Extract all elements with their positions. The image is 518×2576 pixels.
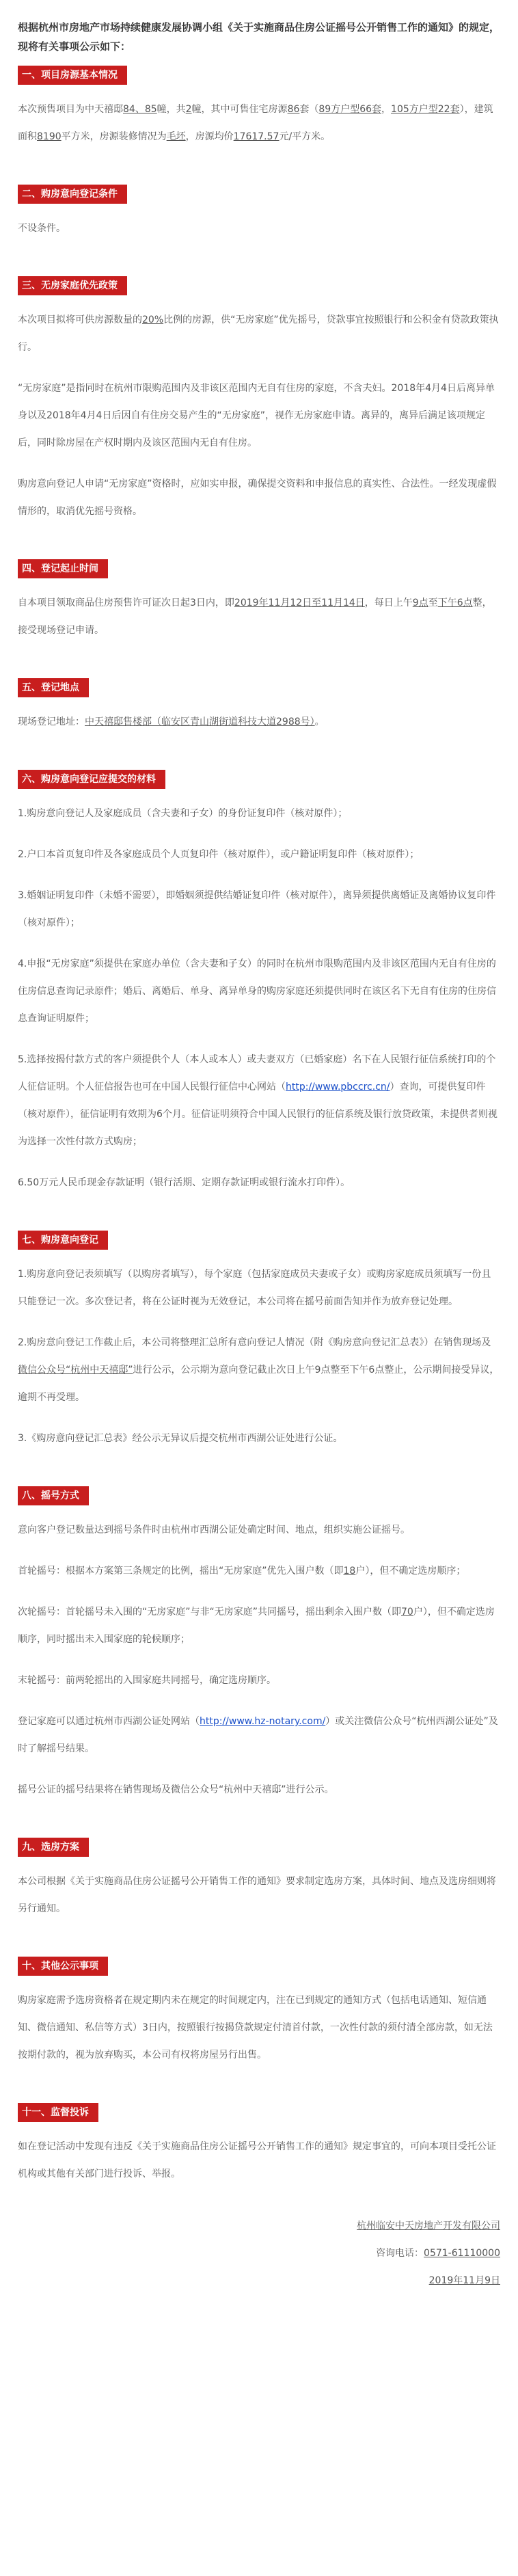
text: 本次预售项目为中天禧邸 bbox=[18, 104, 123, 115]
section-3-heading: 三、无房家庭优先政策 bbox=[18, 276, 127, 295]
priority-count: 18 bbox=[343, 1566, 356, 1577]
section-8-paragraph-2 bbox=[18, 1557, 500, 1585]
wechat-account: 微信公众号“杭州中天禧邸” bbox=[18, 1365, 133, 1376]
section-5-paragraph bbox=[18, 708, 500, 736]
section-1-paragraph bbox=[18, 96, 500, 150]
decoration-status: 毛坯 bbox=[166, 131, 186, 142]
phone-line bbox=[18, 2240, 500, 2267]
section-8-paragraph-6: 摇号公证的摇号结果将在销售现场及微信公众号“杭州中天禧邸”进行公示。 bbox=[18, 1784, 334, 1795]
section-6-item-3: 3.婚姻证明复印件（未婚不需要），即婚姻须提供结婚证复印件（核对原件），离异须提供离婚证及离婚协议复印件（核对原件）； bbox=[18, 890, 496, 928]
building-count: 2 bbox=[185, 104, 192, 115]
text: 幢，其中可售住宅房源 bbox=[191, 104, 288, 115]
signature-block bbox=[18, 2212, 500, 2294]
text: 。 bbox=[314, 716, 325, 727]
section-6-heading: 六、购房意向登记应提交的材料 bbox=[18, 770, 165, 789]
text: 首轮摇号：根据本方案第三条规定的比例，摇出“无房家庭”优先入围户数（即 bbox=[18, 1566, 344, 1577]
floor-area: 8190 bbox=[37, 131, 62, 142]
section-8-paragraph-1: 意向客户登记数量达到摇号条件时由杭州市西湖公证处确定时间、地点，组织实施公证摇号。 bbox=[18, 1525, 410, 1535]
text: 进行公示，公示期为意向登记截止次日上午9点整至下午6点整止，公示期间接受异议，逾期不再受理。 bbox=[18, 1365, 500, 1403]
remaining-count: 70 bbox=[401, 1607, 413, 1618]
phone-label: 咨询电话： bbox=[376, 2248, 424, 2259]
unit-type-89: 89方户型66套 bbox=[318, 104, 382, 115]
section-6-item-1: 1.购房意向登记人及家庭成员（含夫妻和子女）的身份证复印件（核对原件）； bbox=[18, 808, 348, 819]
section-3-paragraph-2: “无房家庭”是指同时在杭州市限购范围内及非该区范围内无自有住房的家庭，不含夫妇。2018年4月4日后离异单身以及2018年4月4日后因自有住房交易产生的“无房家庭”，视作无房家庭申请。离异的，离异后满足该项规定后，同时除房屋在产权时期内及该区范围内无自有住房。 bbox=[18, 383, 495, 448]
section-4-heading: 四、登记起止时间 bbox=[18, 559, 108, 578]
text: 现场登记地址： bbox=[18, 716, 85, 727]
text: 自本项目领取商品住房预售许可证次日起3日内，即 bbox=[18, 598, 234, 608]
section-9-paragraph: 本公司根据《关于实施商品住房公证摇号公开销售工作的通知》要求制定选房方案，具体时间、地点及选房细则将另行通知。 bbox=[18, 1876, 496, 1914]
section-1-heading: 一、项目房源基本情况 bbox=[18, 66, 127, 85]
section-10-heading: 十、其他公示事项 bbox=[18, 1957, 108, 1976]
section-7-item-1: 1.购房意向登记表须填写（以购房者填写），每个家庭（包括家庭成员夫妻或子女）或购房家庭成员须填写一份且只能登记一次。多次登记者，将在公证时视为无效登记，本公司将在摇号前面告知并作为放弃登记处理。 bbox=[18, 1269, 491, 1307]
section-7-item-3: 3.《购房意向登记汇总表》经公示无异议后提交杭州市西湖公证处进行公证。 bbox=[18, 1433, 343, 1444]
section-10-paragraph: 购房家庭需予选房资格者在规定期内未在规定的时间规定内，注在已到规定的通知方式（包括电话通知、短信通知、微信通知、私信等方式）3日内，按照银行按揭贷款规定付清首付款，一次性付款的须付清全部房款，如无法按期付款的，视为放弃购买，本公司有权将房屋另行出售。 bbox=[18, 1995, 493, 2061]
section-9-heading: 九、选房方案 bbox=[18, 1838, 89, 1857]
text: 登记家庭可以通过杭州市西湖公证处网站（ bbox=[18, 1716, 200, 1727]
intro-text: 根据杭州市房地产市场持续健康发展协调小组《关于实施商品住房公证摇号公开销售工作的通知》的规定，现将有关事项公示如下： bbox=[18, 21, 500, 53]
text: ，房源均价 bbox=[185, 131, 234, 142]
section-2-heading: 二、购房意向登记条件 bbox=[18, 185, 127, 204]
section-7-heading: 七、购房意向登记 bbox=[18, 1231, 108, 1250]
text: 5.选择按揭付款方式的客户须提供个人（本人或本人）或夫妻双方（已婚家庭）名下在人民银行征信系统打印的个人征信证明。个人征信报告也可在中国人民银行征信中心网站（ bbox=[18, 1054, 496, 1092]
average-price: 17617.57 bbox=[233, 131, 280, 142]
text: ），建筑面积 bbox=[18, 104, 493, 142]
date-line bbox=[18, 2267, 500, 2294]
date: 2019年11月9日 bbox=[428, 2275, 500, 2286]
text: ）查询，可提供复印件（核对原件），征信证明有效期为6个月。征信证明须符合中国人民银行的征信系统及银行放贷政策，未提供者则视为选择一次性付款方式购房； bbox=[18, 1082, 497, 1147]
section-8-paragraph-4: 末轮摇号：前两轮摇出的入围家庭共同摇号，确定选房顺序。 bbox=[18, 1675, 276, 1686]
section-2-paragraph: 不设条件。 bbox=[18, 223, 66, 234]
section-6-item-5 bbox=[18, 1046, 500, 1155]
notary-link[interactable]: http://www.hz-notary.com/ bbox=[200, 1716, 326, 1727]
unit-count: 86 bbox=[287, 104, 300, 115]
text: 套（ bbox=[299, 104, 319, 115]
text: ）或关注微信公众号“杭州西湖公证处”及时了解摇号结果。 bbox=[18, 1716, 498, 1754]
text: ，每日上午 bbox=[364, 598, 413, 608]
text: 2.购房意向登记工作截止后，本公司将整理汇总所有意向登记人情况（附《购房意向登记汇总表》）在销售现场及 bbox=[18, 1337, 491, 1348]
text: 元/平方米。 bbox=[279, 131, 331, 142]
section-11-heading: 十一、监督投诉 bbox=[18, 2103, 98, 2122]
section-11-paragraph: 如在登记活动中发现有违反《关于实施商品住房公证摇号公开销售工作的通知》规定事宜的，可向本项目受托公证机构或其他有关部门进行投诉、举报。 bbox=[18, 2141, 496, 2179]
priority-ratio: 20% bbox=[142, 314, 164, 325]
start-time: 9点 bbox=[412, 598, 428, 608]
text: 本次项目拟将可供房源数量的 bbox=[18, 314, 142, 325]
section-8-paragraph-5 bbox=[18, 1708, 500, 1762]
building-numbers: 84、85 bbox=[123, 104, 157, 115]
company-name bbox=[18, 2212, 500, 2240]
text: 户），但不确定选房顺序，同时摇出未入围家庭的轮候顺序； bbox=[18, 1607, 495, 1645]
end-time: 下午6点 bbox=[437, 598, 473, 608]
section-4-paragraph bbox=[18, 589, 500, 644]
text: 幢，共 bbox=[156, 104, 186, 115]
phone-number[interactable]: 0571-61110000 bbox=[424, 2248, 500, 2259]
section-6-item-6: 6.50万元人民币现金存款证明（银行活期、定期存款证明或银行流水打印件）。 bbox=[18, 1177, 351, 1188]
text: 平方米，房源装修情况为 bbox=[61, 131, 167, 142]
text: 至 bbox=[428, 598, 438, 608]
unit-type-105: 105方户型22套 bbox=[391, 104, 460, 115]
section-3-paragraph-3: 购房意向登记人申请“无房家庭”资格时，应如实申报，确保提交资料和申报信息的真实性、合法性。一经发现虚假情形的，取消优先摇号资格。 bbox=[18, 479, 497, 517]
section-8-heading: 八、摇号方式 bbox=[18, 1486, 89, 1505]
text: 杭州临安中天房地产开发有限公司 bbox=[357, 2221, 500, 2231]
text: 次轮摇号：首轮摇号未入围的“无房家庭”与非“无房家庭”共同摇号，摇出剩余入围户数（即 bbox=[18, 1607, 402, 1618]
text: ， bbox=[381, 104, 392, 115]
section-6-item-4: 4.申报“无房家庭”须提供在家庭办单位（含夫妻和子女）的同时在杭州市限购范围内及非该区范围内无自有住房的住房信息查询记录原件；婚后、离婚后、单身、离异单身的购房家庭还须提供同时在该区名下无自有住房的住房信息查询证明原件； bbox=[18, 958, 496, 1024]
text: 整，接受现场登记申请。 bbox=[18, 598, 492, 636]
section-3-paragraph-1 bbox=[18, 306, 500, 361]
registration-dates: 2019年11月12日至11月14日 bbox=[234, 598, 365, 608]
section-5-heading: 五、登记地点 bbox=[18, 678, 89, 697]
text: 比例的房源，供“无房家庭”优先摇号，贷款事宜按照银行和公积金有贷款政策执行。 bbox=[18, 314, 499, 353]
section-7-item-2 bbox=[18, 1329, 500, 1411]
section-8-paragraph-3 bbox=[18, 1598, 500, 1653]
text: 户），但不确定选房顺序； bbox=[355, 1566, 466, 1577]
registration-address: 中天禧邸售楼部（临安区青山湖街道科技大道2988号） bbox=[85, 716, 315, 727]
section-6-item-2: 2.户口本首页复印件及各家庭成员个人页复印件（核对原件），或户籍证明复印件（核对原件）； bbox=[18, 849, 420, 860]
pbccrc-link[interactable]: http://www.pbccrc.cn/ bbox=[286, 1082, 390, 1092]
